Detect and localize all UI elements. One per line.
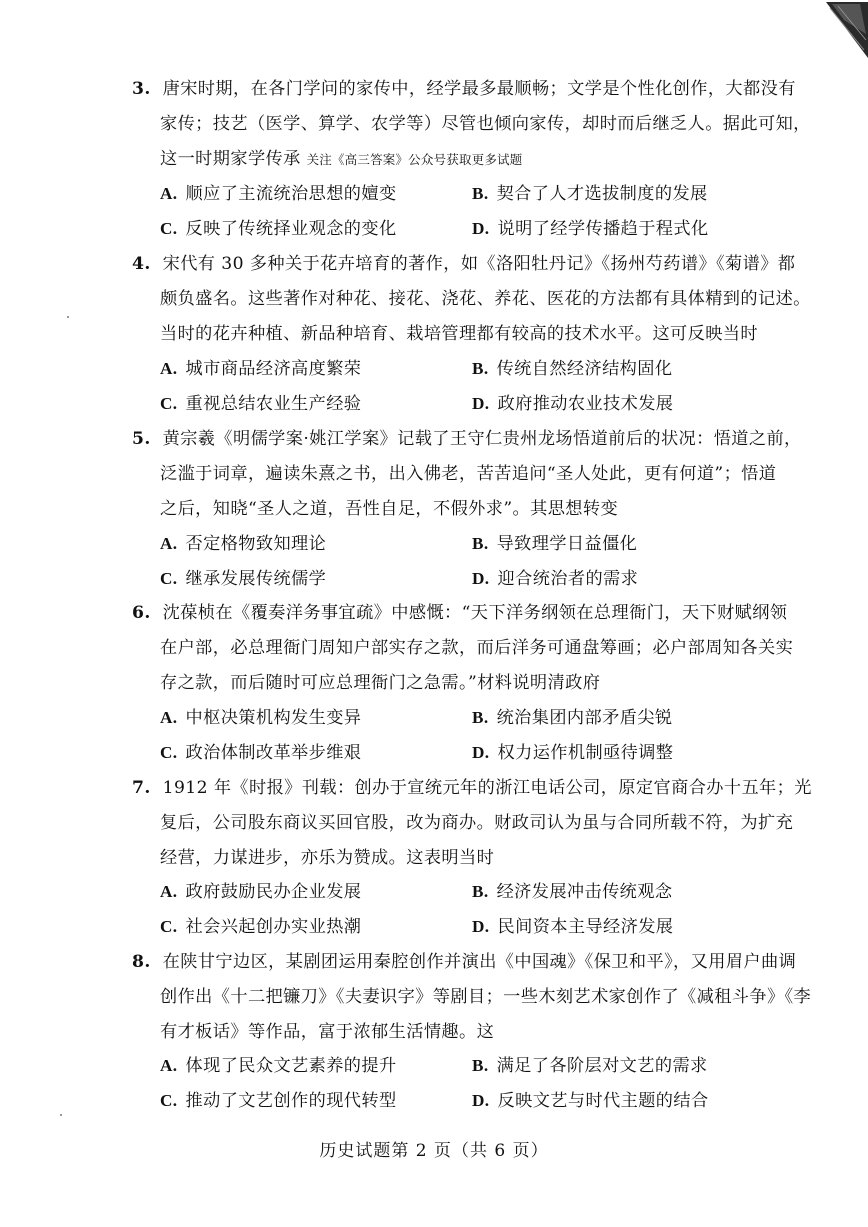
question-stem-line: 这一时期家学传承: [160, 149, 301, 169]
option-b: B. 契合了人才选拔制度的发展: [472, 184, 708, 204]
option-b: B. 统治集团内部矛盾尖锐: [472, 708, 673, 728]
page-footer: 历史试题第 2 页（共 6 页）: [319, 1141, 549, 1161]
question-stem-line: 当时的花卉种植、新品种培育、栽培管理都有较高的技术水平。这可反映当时: [160, 324, 758, 344]
option-b: B. 导致理学日益僵化: [472, 534, 638, 554]
option-d: D. 权力运作机制亟待调整: [472, 743, 674, 763]
option-b: B. 传统自然经济结构固化: [472, 359, 673, 379]
option-d: D. 政府推动农业技术发展: [472, 394, 674, 414]
option-c: C. 政治体制改革举步维艰: [160, 743, 362, 763]
question-stem-line: 在户部，必总理衙门周知户部实存之款，而后洋务可通盘筹画；必户部周知各关实: [160, 638, 794, 658]
question-number: 7.: [132, 778, 151, 798]
question-number: 3.: [132, 79, 151, 99]
question-stem-line: 颇负盛名。这些著作对种花、接花、浇花、养花、医花的方法都有具体精到的记述。: [160, 289, 811, 309]
option-d: D. 说明了经学传播趋于程式化: [472, 219, 709, 239]
question-stem-line: 泛滥于词章，遍读朱熹之书，出入佛老，苦苦追问“圣人处此，更有何道”；悟道: [160, 464, 777, 484]
option-d: D. 反映文艺与时代主题的结合: [472, 1091, 709, 1111]
question-stem-line: 有才板话》等作品，富于浓郁生活情趣。这: [160, 1022, 495, 1042]
option-a: A. 政府鼓励民办企业发展: [160, 882, 362, 902]
option-c: C. 继承发展传统儒学: [160, 569, 327, 589]
scan-speck: [67, 316, 69, 318]
option-a: A. 城市商品经济高度繁荣: [160, 359, 362, 379]
question-stem-line: 1912 年《时报》刊载：创办于宣统元年的浙江电话公司，原定官商合办十五年；光: [162, 778, 812, 798]
question-number: 6.: [132, 603, 151, 623]
question-stem-line: 经营，力谋进步，亦乐为赞成。这表明当时: [160, 848, 495, 868]
option-d: D. 民间资本主导经济发展: [472, 917, 674, 937]
question-stem-line: 唐宋时期，在各门学问的家传中，经学最多最顺畅；文学是个性化创作，大都没有: [162, 79, 796, 99]
option-c: C. 推动了文艺创作的现代转型: [160, 1091, 397, 1111]
question-number: 4.: [132, 254, 151, 274]
promo-note: 关注《高三答案》公众号获取更多试题: [306, 152, 523, 167]
option-a: A. 否定格物致知理论: [160, 534, 327, 554]
scan-speck: [60, 1114, 62, 1116]
option-c: C. 重视总结农业生产经验: [160, 394, 362, 414]
question-stem-line: 复后，公司股东商议买回官股，改为商办。财政司认为虽与合同所载不符，为扩充: [160, 813, 794, 833]
option-d: D. 迎合统治者的需求: [472, 569, 639, 589]
option-c: C. 社会兴起创办实业热潮: [160, 917, 362, 937]
option-a: A. 顺应了主流统治思想的嬗变: [160, 184, 397, 204]
question-stem-line: 黄宗羲《明儒学案·姚江学案》记载了王守仁贵州龙场悟道前后的状况：悟道之前，: [162, 429, 802, 449]
option-a: A. 中枢决策机构发生变异: [160, 708, 362, 728]
question-stem-line: 在陕甘宁边区，某剧团运用秦腔创作并演出《中国魂》《保卫和平》，又用眉户曲调: [162, 952, 797, 972]
option-c: C. 反映了传统择业观念的变化: [160, 219, 397, 239]
question-stem-line: 沈葆桢在《覆奏洋务事宜疏》中感慨：“天下洋务纲领在总理衙门，天下财赋纲领: [162, 603, 788, 623]
question-number: 8.: [132, 952, 151, 972]
question-stem-line: 宋代有 30 多种关于花卉培育的著作，如《洛阳牡丹记》《扬州芍药谱》《菊谱》都: [162, 254, 796, 274]
scan-corner-mark: [820, 0, 868, 60]
question-number: 5.: [132, 429, 151, 449]
question-stem-line: 创作出《十二把镰刀》《夫妻识字》等剧目；一些木刻艺术家创作了《减租斗争》《李: [160, 987, 812, 1007]
option-a: A. 体现了民众文艺素养的提升: [160, 1056, 397, 1076]
question-stem-line: 家传；技艺（医学、算学、农学等）尽管也倾向家传，却时而后继乏人。据此可知，: [160, 114, 811, 134]
question-stem-line: 存之款，而后随时可应总理衙门之急需。”材料说明清政府: [160, 673, 601, 693]
option-b: B. 经济发展冲击传统观念: [472, 882, 673, 902]
question-stem-line: 之后，知晓“圣人之道，吾性自足，不假外求”。其思想转变: [160, 499, 619, 519]
option-b: B. 满足了各阶层对文艺的需求: [472, 1056, 708, 1076]
